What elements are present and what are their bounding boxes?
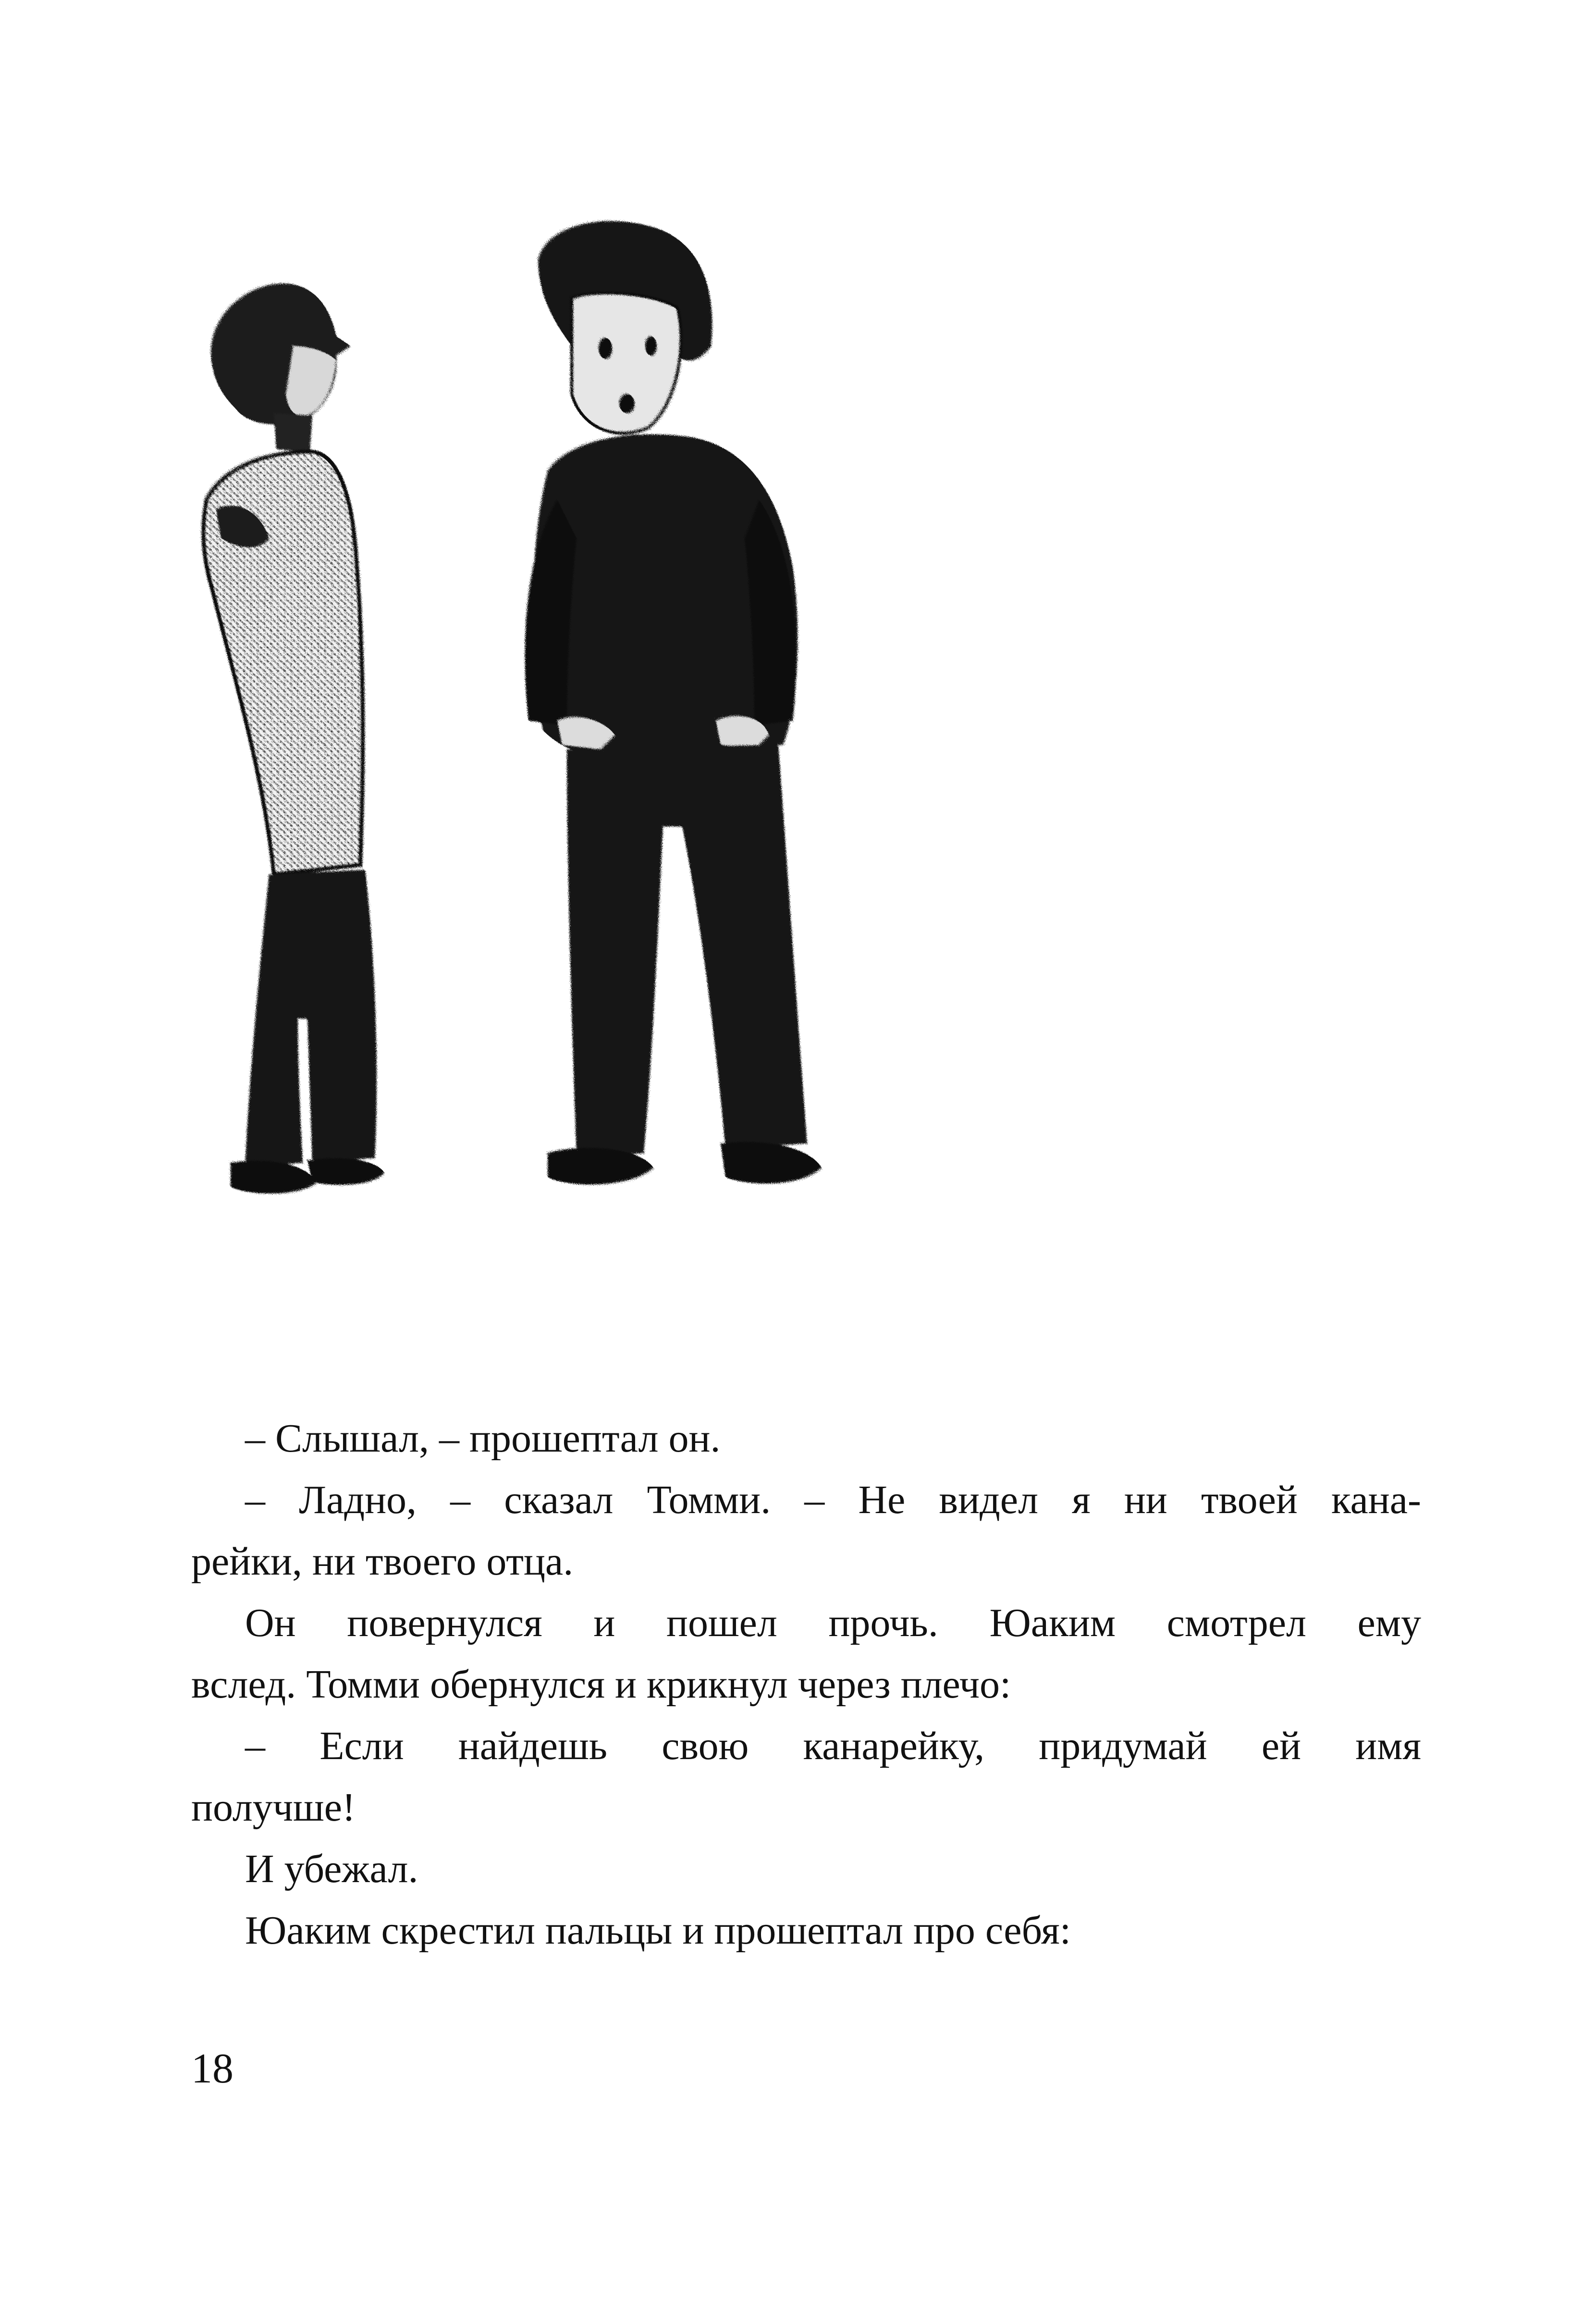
two-boys-ink-illustration-icon — [192, 202, 970, 1249]
text-line: – Слышал, – прошептал он. — [245, 1416, 721, 1461]
page-number: 18 — [191, 2045, 233, 2092]
text-line: Юаким скрестил пальцы и прошептал про себя: — [245, 1908, 1071, 1953]
tall-boy-figure — [525, 221, 822, 1184]
text-line: И убежал. — [245, 1847, 418, 1891]
text-line: – Ладно, – сказал Томми. – Не видел я ни твоей кана- — [245, 1478, 1421, 1522]
text-line: рейки, ни твоего отца. — [191, 1539, 574, 1584]
text-line: Он повернулся и пошел прочь. Юаким смотрел ему — [245, 1601, 1421, 1645]
small-boy-figure — [203, 283, 384, 1194]
text-line: вслед. Томми обернулся и крикнул через плечо: — [191, 1662, 1011, 1707]
text-line: – Если найдешь свою канарейку, придумай ей имя — [245, 1724, 1421, 1768]
text-line: получше! — [191, 1785, 356, 1830]
story-text — [191, 1408, 1421, 1961]
